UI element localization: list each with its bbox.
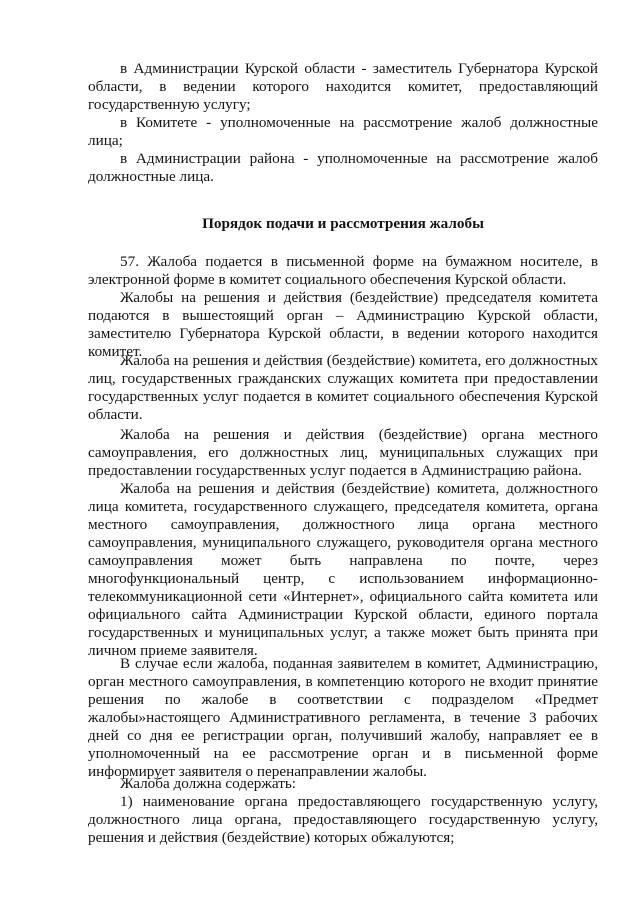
paragraph-57: 57. Жалоба подается в письменной форме на бумажном носителе, в электронной форме в комитет социального обеспечения Курской области. [88, 253, 598, 288]
intro-paragraph-3: в Администрации района - уполномоченные на рассмотрение жалоб должностные лица. [88, 150, 598, 185]
paragraph-submission-channels: Жалоба на решения и действия (бездействие) комитета, должностного лица комитета, государственного служащего, председателя комитета, органа местного самоуправления, должностного лица органа местного самоуправления, муниципального служащего, руководителя органа местного самоуправления может быть направлена по почте, через многофункциональный центр, с использованием информационно-телекоммуникационной сети «Интернет», официального сайта комитета или официального сайта Администрации Курской области, единого портала государственных и муниципальных услуг, а также может быть принята при личном приеме заявителя. [88, 480, 598, 659]
paragraph-item-1: 1) наименование органа предоставляющего государственную услугу, должностного лица органа, предоставляющего государственную услугу, решения и действия (бездействие) которых обжалуются; [88, 793, 598, 846]
paragraph-local-government-complaints: Жалоба на решения и действия (бездействие) органа местного самоуправления, его должностных лиц, муниципальных служащих при предоставлении государственных услуг подается в Администрацию района. [88, 426, 598, 479]
paragraph-chairman-complaints: Жалобы на решения и действия (бездействие) председателя комитета подаются в вышестоящий орган – Администрацию Курской области, заместителю Губернатора Курской области, в ведении которого находится комитет. [88, 289, 598, 360]
paragraph-contents-intro: Жалоба должна содержать: [120, 775, 296, 792]
section-heading: Порядок подачи и рассмотрения жалобы [202, 215, 484, 232]
paragraph-committee-complaints: Жалоба на решения и действия (бездействие) комитета, его должностных лиц, государственных гражданских служащих комитета при предоставлении государственных услуг подается в комитет социального обеспечения Курской области. [88, 352, 598, 423]
intro-paragraph-2: в Комитете - уполномоченные на рассмотрение жалоб должностные лица; [88, 114, 598, 149]
paragraph-redirection: В случае если жалоба, поданная заявителем в комитет, Администрацию, орган местного самоуправления, в компетенцию которого не входит принятие решения по жалобе в соответствии с подразделом «Предмет жалобы»настоящего Административного регламента, в течение 3 рабочих дней со дня ее регистрации орган, получивший жалобу, направляет ее в уполномоченный на ее рассмотрение орган и в письменной форме информирует заявителя о перенаправлении жалобы. [88, 655, 598, 780]
intro-paragraph-1: в Администрации Курской области - заместитель Губернатора Курской области, в ведении которого находится комитет, предоставляющий государственную услугу; [88, 60, 598, 113]
